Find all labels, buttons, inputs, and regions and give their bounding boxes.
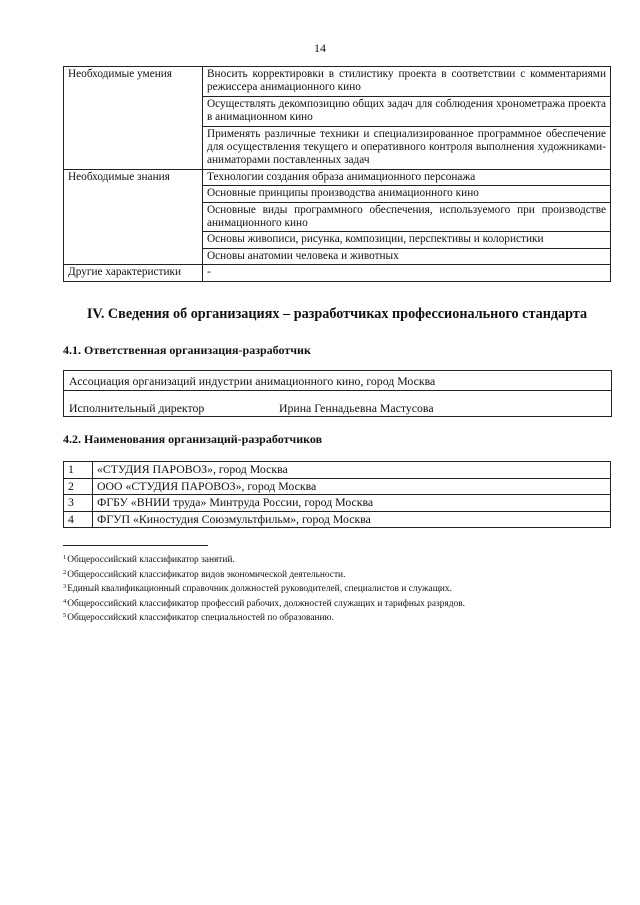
table-row [64,478,611,495]
row-number: 3 [64,495,93,512]
category-cell: Другие характеристики [64,265,203,281]
footnote-text: Общероссийский классификатор профессий рабочих, должностей служащих и тарифных разрядов. [67,598,465,609]
table-cell: - [203,265,611,281]
table-row [64,511,611,528]
row-number: 4 [64,511,93,528]
footnote [63,610,613,625]
footnote [63,596,613,611]
responsible-org-name: Ассоциация организаций индустрии анимационного кино, город Москва [69,374,436,388]
responsible-org-box [63,370,612,417]
table-cell: Технологии создания образа анимационного персонажа [203,169,611,185]
divider [64,390,611,391]
category-cell: Необходимые знания [64,169,203,264]
footnote [63,567,613,582]
table-row [64,67,611,97]
footnote-text: Общероссийский классификатор специальностей по образованию. [67,613,334,624]
category-cell: Необходимые умения [64,67,203,170]
footnote-number: 4 [63,597,67,605]
org-name: ООО «СТУДИЯ ПАРОВОЗ», город Москва [93,478,611,495]
skills-table [63,66,611,282]
footnote-number: 3 [63,583,67,591]
subsection-title-responsible: 4.1. Ответственная организация-разработчик [63,343,311,357]
table-row [64,169,611,185]
subsection-title-developers: 4.2. Наименования организаций-разработчиков [63,432,323,446]
footnote-number: 2 [63,568,67,576]
footnote-text: Общероссийский классификатор занятий. [67,555,235,565]
page-number: 14 [314,41,326,55]
footnote [63,581,613,596]
org-name: ФГУП «Киностудия Союзмультфильм», город Москва [93,511,611,528]
table-cell: Вносить корректировки в стилистику проекта в соответствии с комментариями режиссера анимационного кино [203,67,611,97]
table-cell: Осуществлять декомпозицию общих задач для соблюдения хронометража проекта в анимационном кино [203,96,611,126]
footnote [63,552,613,567]
org-name: «СТУДИЯ ПАРОВОЗ», город Москва [93,462,611,479]
footnotes [63,552,613,625]
table-cell: Основы живописи, рисунка, композиции, перспективы и колористики [203,232,611,248]
footnote-text: Единый квалификационный справочник должностей руководителей, специалистов и служащих. [67,584,452,595]
footnote-number: 5 [63,612,67,620]
table-row [64,265,611,281]
director-position: Исполнительный директор [69,401,205,415]
director-name: Ирина Геннадьевна Мастусова [279,401,434,415]
footnote-text: Общероссийский классификатор видов экономической деятельности. [67,569,346,580]
row-number: 1 [64,462,93,479]
section-title: IV. Сведения об организациях – разработчиках профессионального стандарта [86,306,588,322]
row-number: 2 [64,478,93,495]
table-row [64,495,611,512]
table-row [64,462,611,479]
table-cell: Основные виды программного обеспечения, используемого при производстве анимационного кино [203,202,611,232]
table-cell: Основные принципы производства анимационного кино [203,186,611,202]
footnote-number: 1 [63,554,67,561]
table-cell: Основы анатомии человека и животных [203,248,611,264]
developers-table [63,461,611,528]
table-cell: Применять различные техники и специализированное программное обеспечение для осуществления текущего и оперативного контроля выполнения художниками-аниматорами поставленных задач [203,126,611,169]
footnote-separator [63,545,208,546]
org-name: ФГБУ «ВНИИ труда» Минтруда России, город Москва [93,495,611,512]
